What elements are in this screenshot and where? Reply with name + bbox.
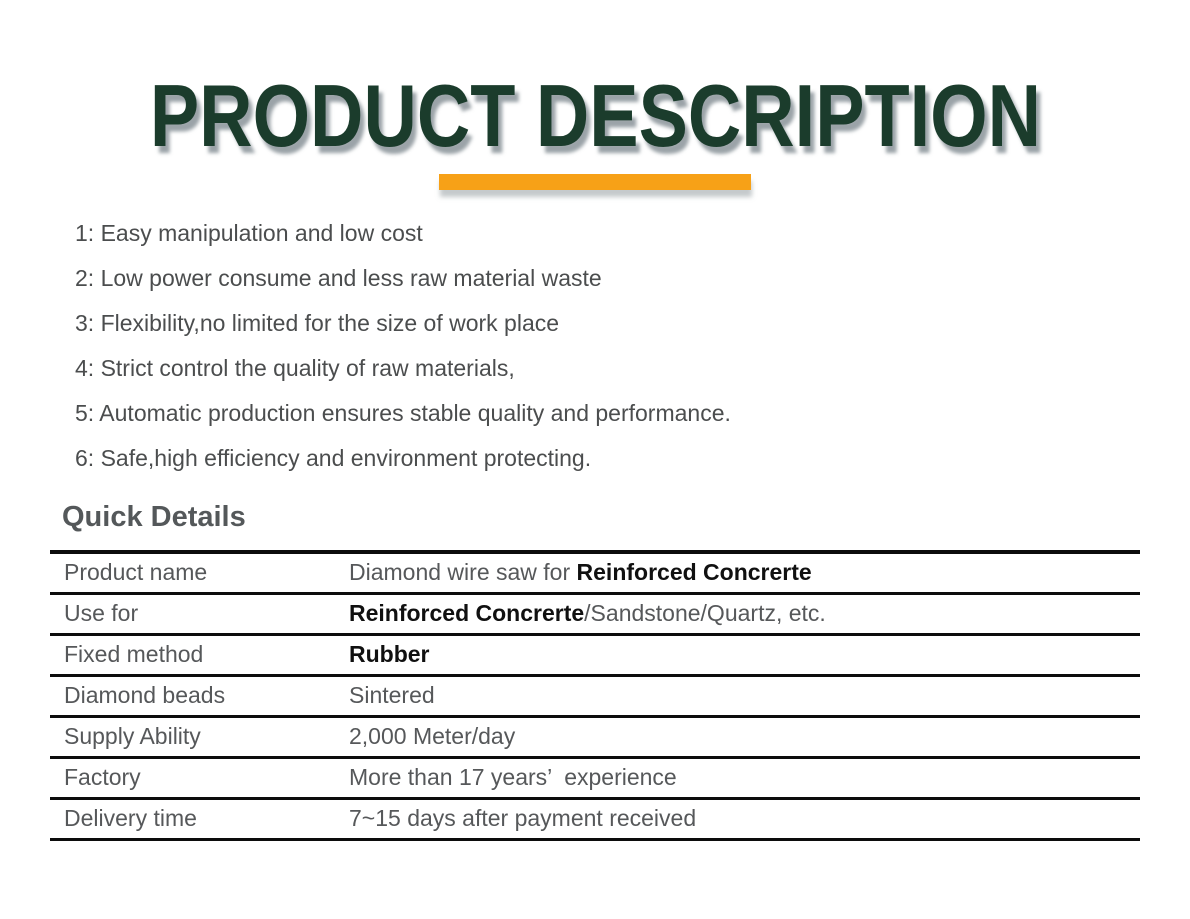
row-value bbox=[349, 764, 1140, 791]
row-value bbox=[349, 723, 1140, 750]
value-text: Diamond wire saw for bbox=[349, 559, 577, 586]
table-row bbox=[50, 554, 1140, 595]
row-label: Diamond beads bbox=[64, 682, 226, 709]
value-emphasis: Reinforced Concrerte bbox=[576, 559, 812, 586]
quick-details-table bbox=[50, 550, 1140, 841]
quick-details-heading: Quick Details bbox=[62, 501, 246, 533]
row-label: Fixed method bbox=[64, 641, 204, 668]
feature-item: 6: Safe,high efficiency and environment protecting. bbox=[75, 445, 592, 471]
table-row bbox=[50, 677, 1140, 718]
table-row bbox=[50, 718, 1140, 759]
row-label: Use for bbox=[64, 600, 139, 627]
feature-item: 2: Low power consume and less raw material waste bbox=[75, 265, 602, 291]
feature-item: 5: Automatic production ensures stable quality and performance. bbox=[75, 400, 731, 426]
feature-item: 1: Easy manipulation and low cost bbox=[75, 220, 423, 246]
feature-list bbox=[75, 211, 1190, 481]
table-row bbox=[50, 759, 1140, 800]
row-value bbox=[349, 805, 1140, 832]
table-row bbox=[50, 636, 1140, 677]
row-value bbox=[349, 682, 1140, 709]
value-emphasis: Reinforced Concrerte bbox=[349, 600, 585, 627]
row-label: Supply Ability bbox=[64, 723, 201, 750]
table-row bbox=[50, 595, 1140, 636]
value-text: More than 17 years’ experience bbox=[349, 764, 677, 791]
value-text: 2,000 Meter/day bbox=[349, 723, 516, 750]
header bbox=[0, 0, 1190, 190]
title-underline bbox=[439, 174, 751, 190]
table-row bbox=[50, 800, 1140, 841]
value-text: Sintered bbox=[349, 682, 435, 709]
page-title: PRODUCT DESCRIPTION bbox=[149, 66, 1041, 165]
row-label: Factory bbox=[64, 764, 141, 791]
row-label: Delivery time bbox=[64, 805, 197, 832]
feature-item: 4: Strict control the quality of raw materials, bbox=[75, 355, 515, 381]
row-value bbox=[349, 559, 1140, 586]
row-value bbox=[349, 600, 1140, 627]
row-label: Product name bbox=[64, 559, 208, 586]
value-text: 7~15 days after payment received bbox=[349, 805, 697, 832]
value-emphasis: Rubber bbox=[349, 641, 430, 668]
value-text: /Sandstone/Quartz, etc. bbox=[584, 600, 826, 627]
row-value bbox=[349, 641, 1140, 668]
feature-item: 3: Flexibility,no limited for the size of work place bbox=[75, 310, 560, 336]
